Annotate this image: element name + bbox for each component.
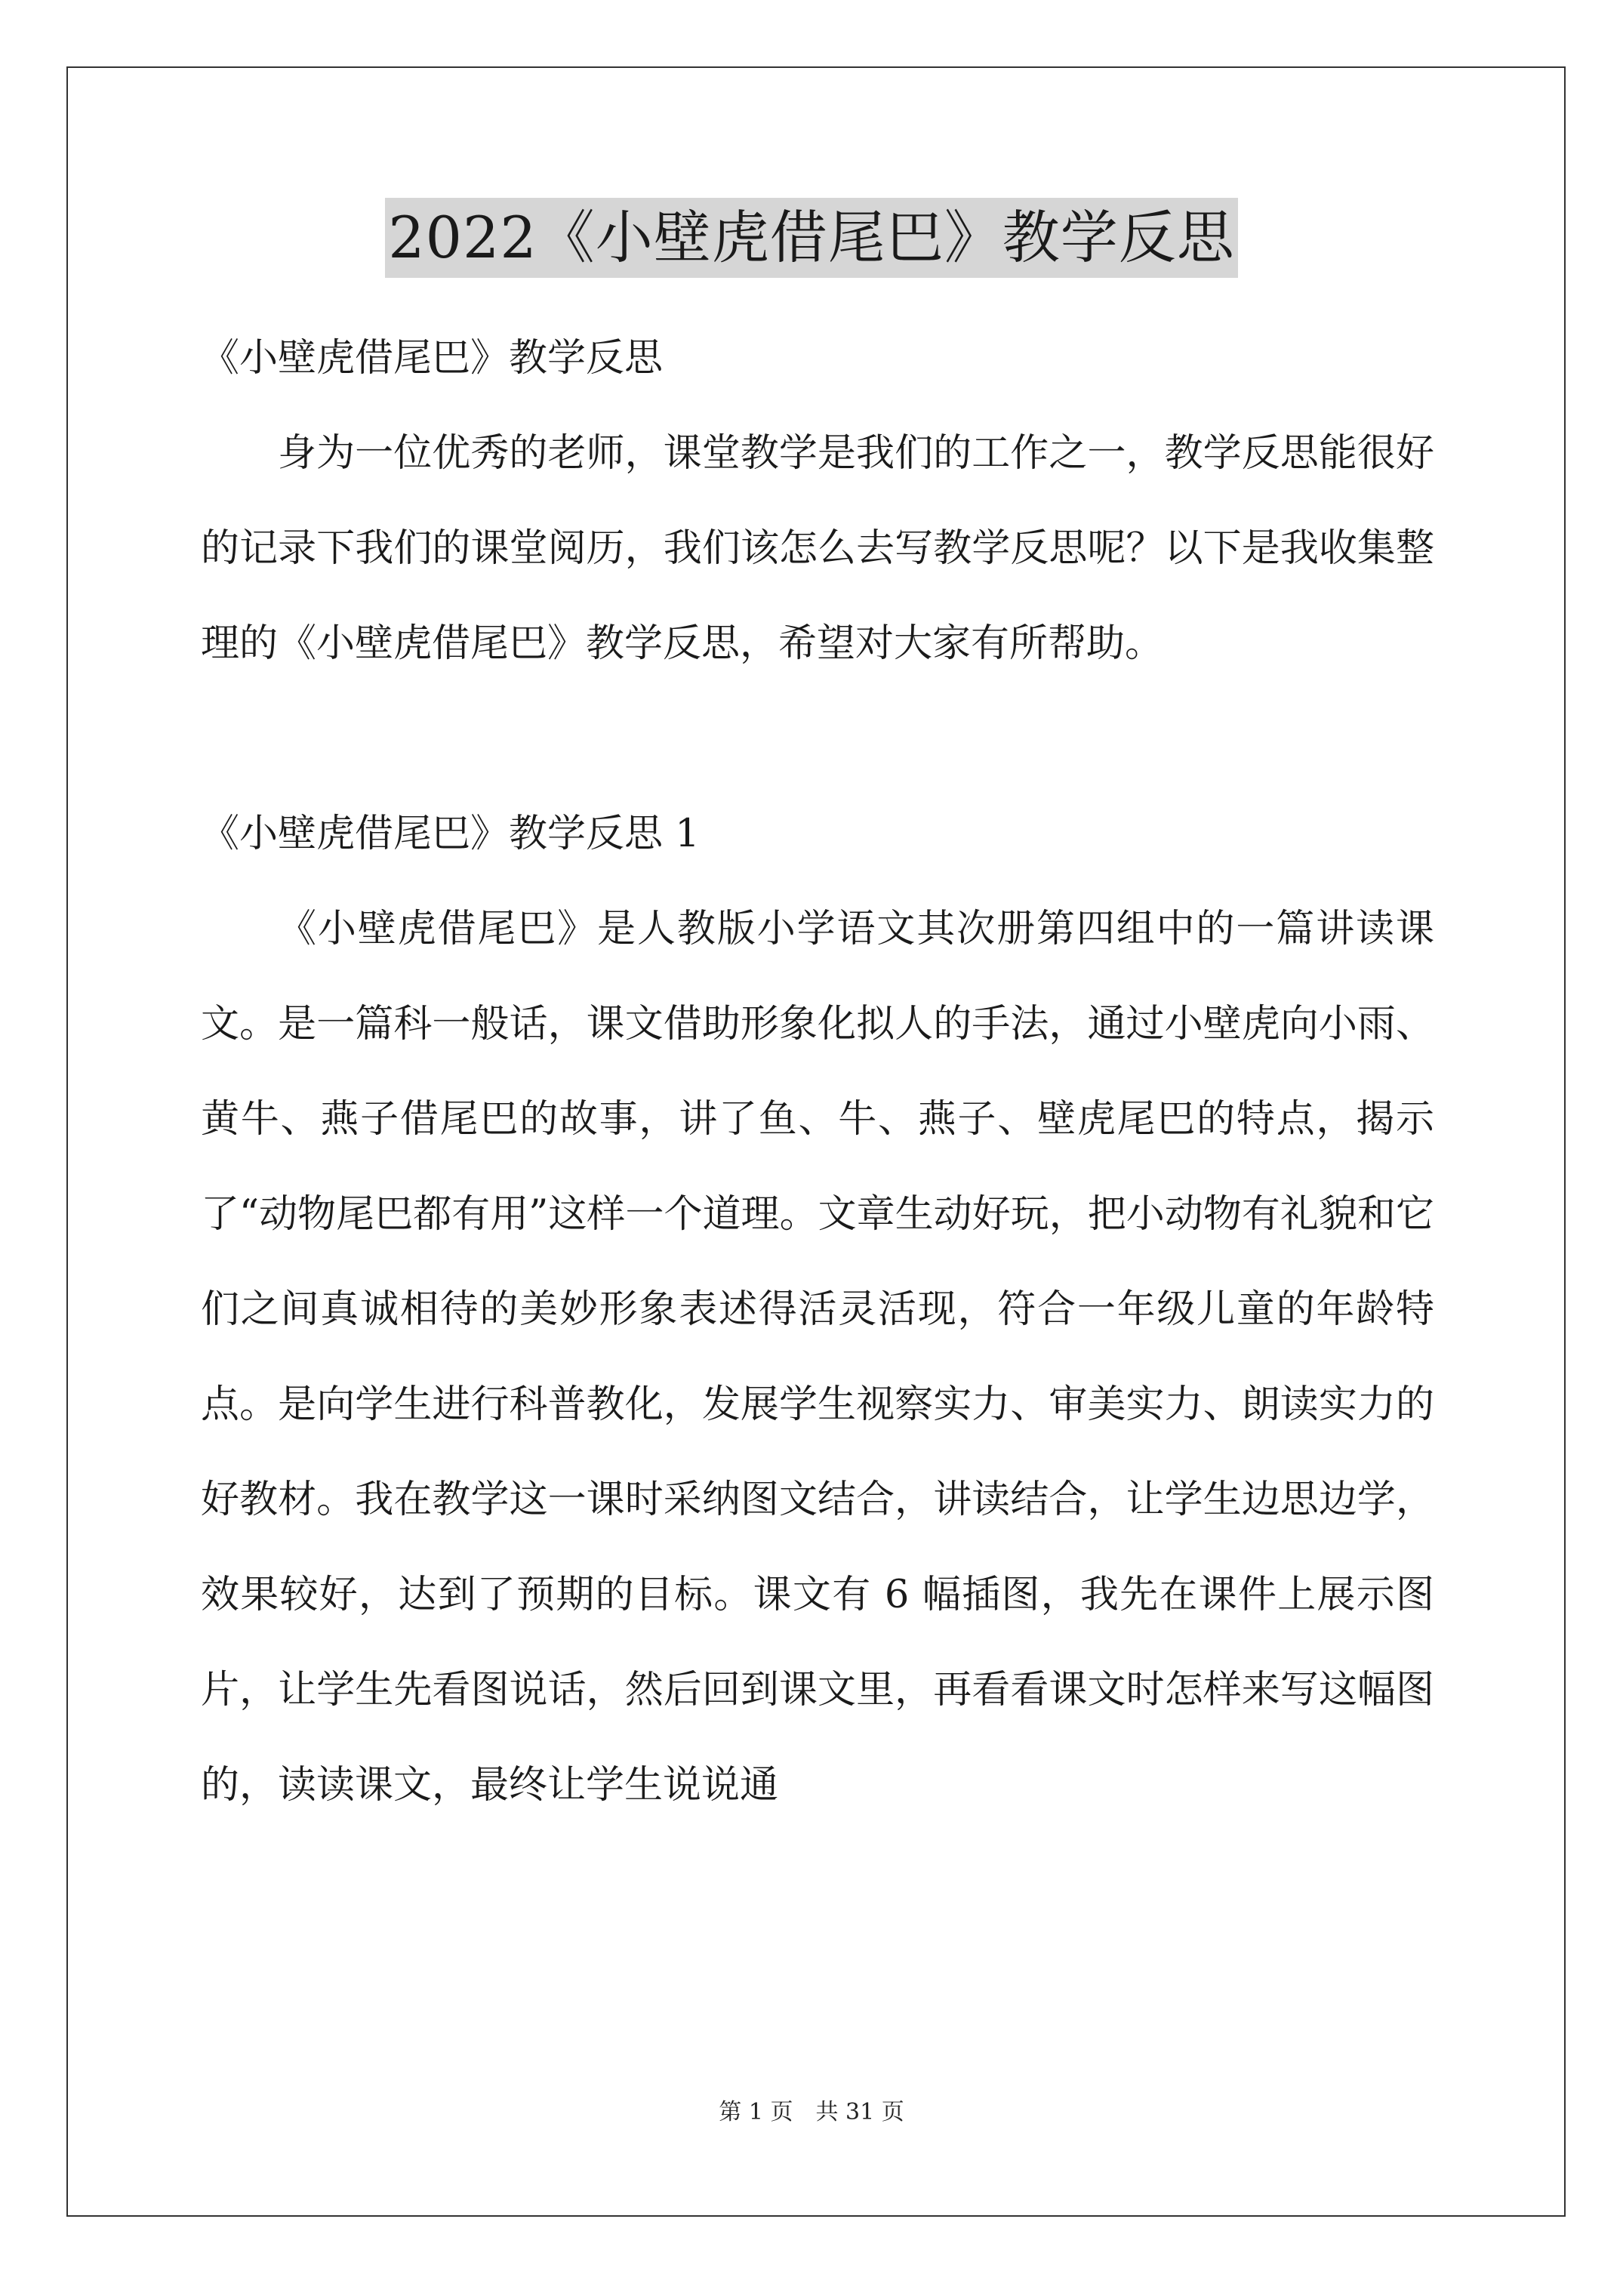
intro-paragraph: 身为一位优秀的老师，课堂教学是我们的工作之一，教学反思能很好的记录下我们的课堂阅历，我们该怎么去写教学反思呢？以下是我收集整理的《小壁虎借尾巴》教学反思，希望对大家有所帮助。 [201,431,1434,666]
page-footer [0,2097,1623,2128]
section-heading: 《小壁虎借尾巴》教学反思 1 [201,812,700,856]
subtitle: 《小壁虎借尾巴》教学反思 [201,336,664,381]
paragraph-spacer [201,692,1434,787]
section-paragraph: 《小壁虎借尾巴》是人教版小学语文其次册第四组中的一篇讲读课文。是一篇科一般话，课文借助形象化拟人的手法，通过小壁虎向小雨、黄牛、燕子借尾巴的故事，讲了鱼、牛、燕子、壁虎尾巴的特点，揭示了“动物尾巴都有用”这样一个道理。文章生动好玩，把小动物有礼貌和它们之间真诚相待的美妙形象表述得活灵活现，符合一年级儿童的年龄特点。是向学生进行科普教化，发展学生视察实力、审美实力、朗读实力的好教材。我在教学这一课时采纳图文结合，讲读结合，让学生边思边学，效果较好，达到了预期的目标。课文有 6 幅插图，我先在课件上展示图片，让学生先看图说话，然后回到课文里，再看看课文时怎样来写这幅图的，读读课文，最终让学生说说通 [201,907,1434,1808]
document-body [201,311,1434,1833]
page-number: 第 1 页 [719,2099,793,2125]
page-total: 共 31 页 [815,2099,904,2125]
document-title: 2022《小壁虎借尾巴》教学反思 [385,198,1237,278]
title-container [0,198,1623,278]
